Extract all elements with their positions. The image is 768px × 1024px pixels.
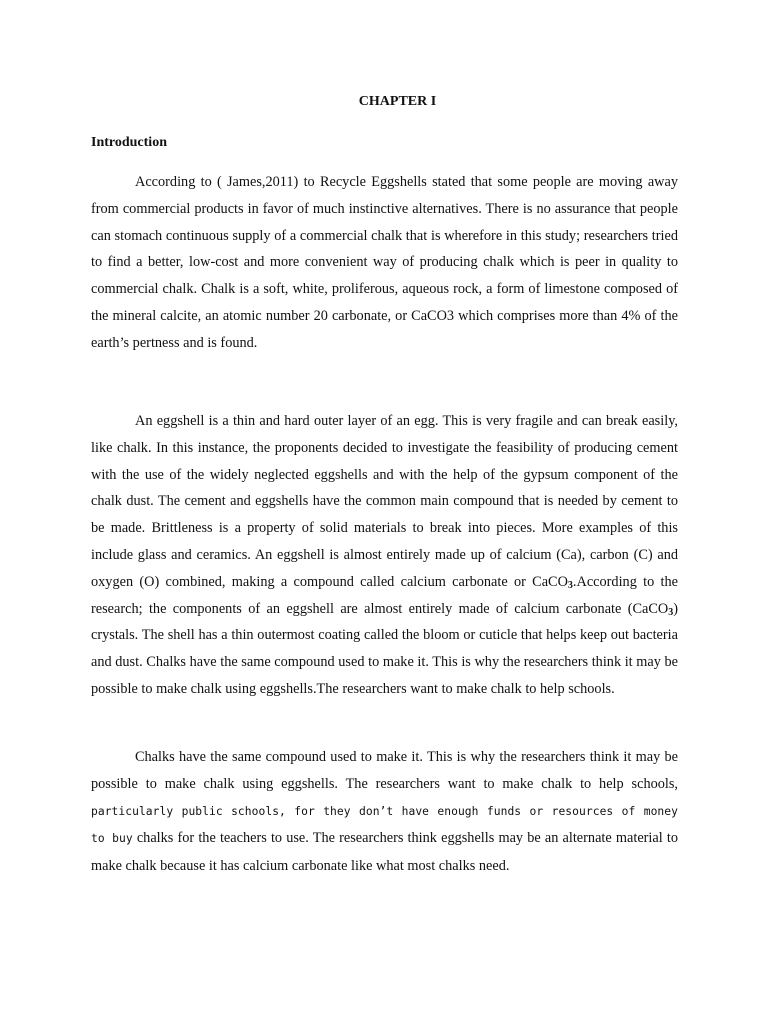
paragraph-2 (91, 408, 678, 703)
section-heading: Introduction (91, 135, 167, 150)
paragraph-1: According to ( James,2011) to Recycle Eggshells stated that some people are moving away from commercial products in favor of much instinctive alternatives. There is no assurance that people can stomach continuous supply of a commercial chalk that is wherefore in this study; researchers tried to find a better, low-cost and more convenient way of producing chalk which is peer in quality to commercial chalk. Chalk is a soft, white, proliferous, aqueous rock, a form of limestone composed of the mineral calcite, an atomic number 20 carbonate, or CaCO3 which comprises more than 4% of the earth’s pertness and is found. (91, 174, 678, 351)
chapter-title: CHAPTER I (358, 94, 437, 109)
paragraph-3-alt-font-text: particularly public schools, for they don’t have enough funds or resources of money to buy (91, 804, 678, 846)
paragraph-2-text-b: .According to the research; the components of an eggshell are almost entirely made of calcium carbonate (CaCO (91, 573, 678, 617)
paragraph-3-text-a: Chalks have the same compound used to make it. This is why the researchers think it may be possible to make chalk using eggshells. The researchers want to make chalk to help schools, (91, 749, 678, 792)
subscript-3: 3 (668, 606, 674, 618)
paragraph-3 (91, 744, 678, 880)
paragraph-2-text-a: An eggshell is a thin and hard outer layer of an egg. This is very fragile and can break easily, like chalk. In this instance, the proponents decided to investigate the feasibility of producing cement with the use of the widely neglected eggshells and with the help of the gypsum component of the chalk dust. The cement and eggshells have the common main compound that is needed by cement to be made. Brittleness is a property of solid materials to break into pieces. More examples of this include glass and ceramics. An eggshell is almost entirely made up of calcium (Ca), carbon (C) and oxygen (O) combined, making a compound called calcium carbonate or CaCO (91, 413, 678, 590)
paragraph-2-text-c: ) crystals. The shell has a thin outermost coating called the bloom or cuticle that helps keep out bacteria and dust. Chalks have the same compound used to make it. This is why the researchers think it may be possible to make chalk using eggshells.The researchers want to make chalk to help schools. (91, 600, 678, 697)
paragraph-3-text-b: chalks for the teachers to use. The researchers think eggshells may be an alternate material to make chalk because it has calcium carbonate like what most chalks need. (91, 830, 678, 875)
subscript-3: 3 (567, 579, 573, 591)
